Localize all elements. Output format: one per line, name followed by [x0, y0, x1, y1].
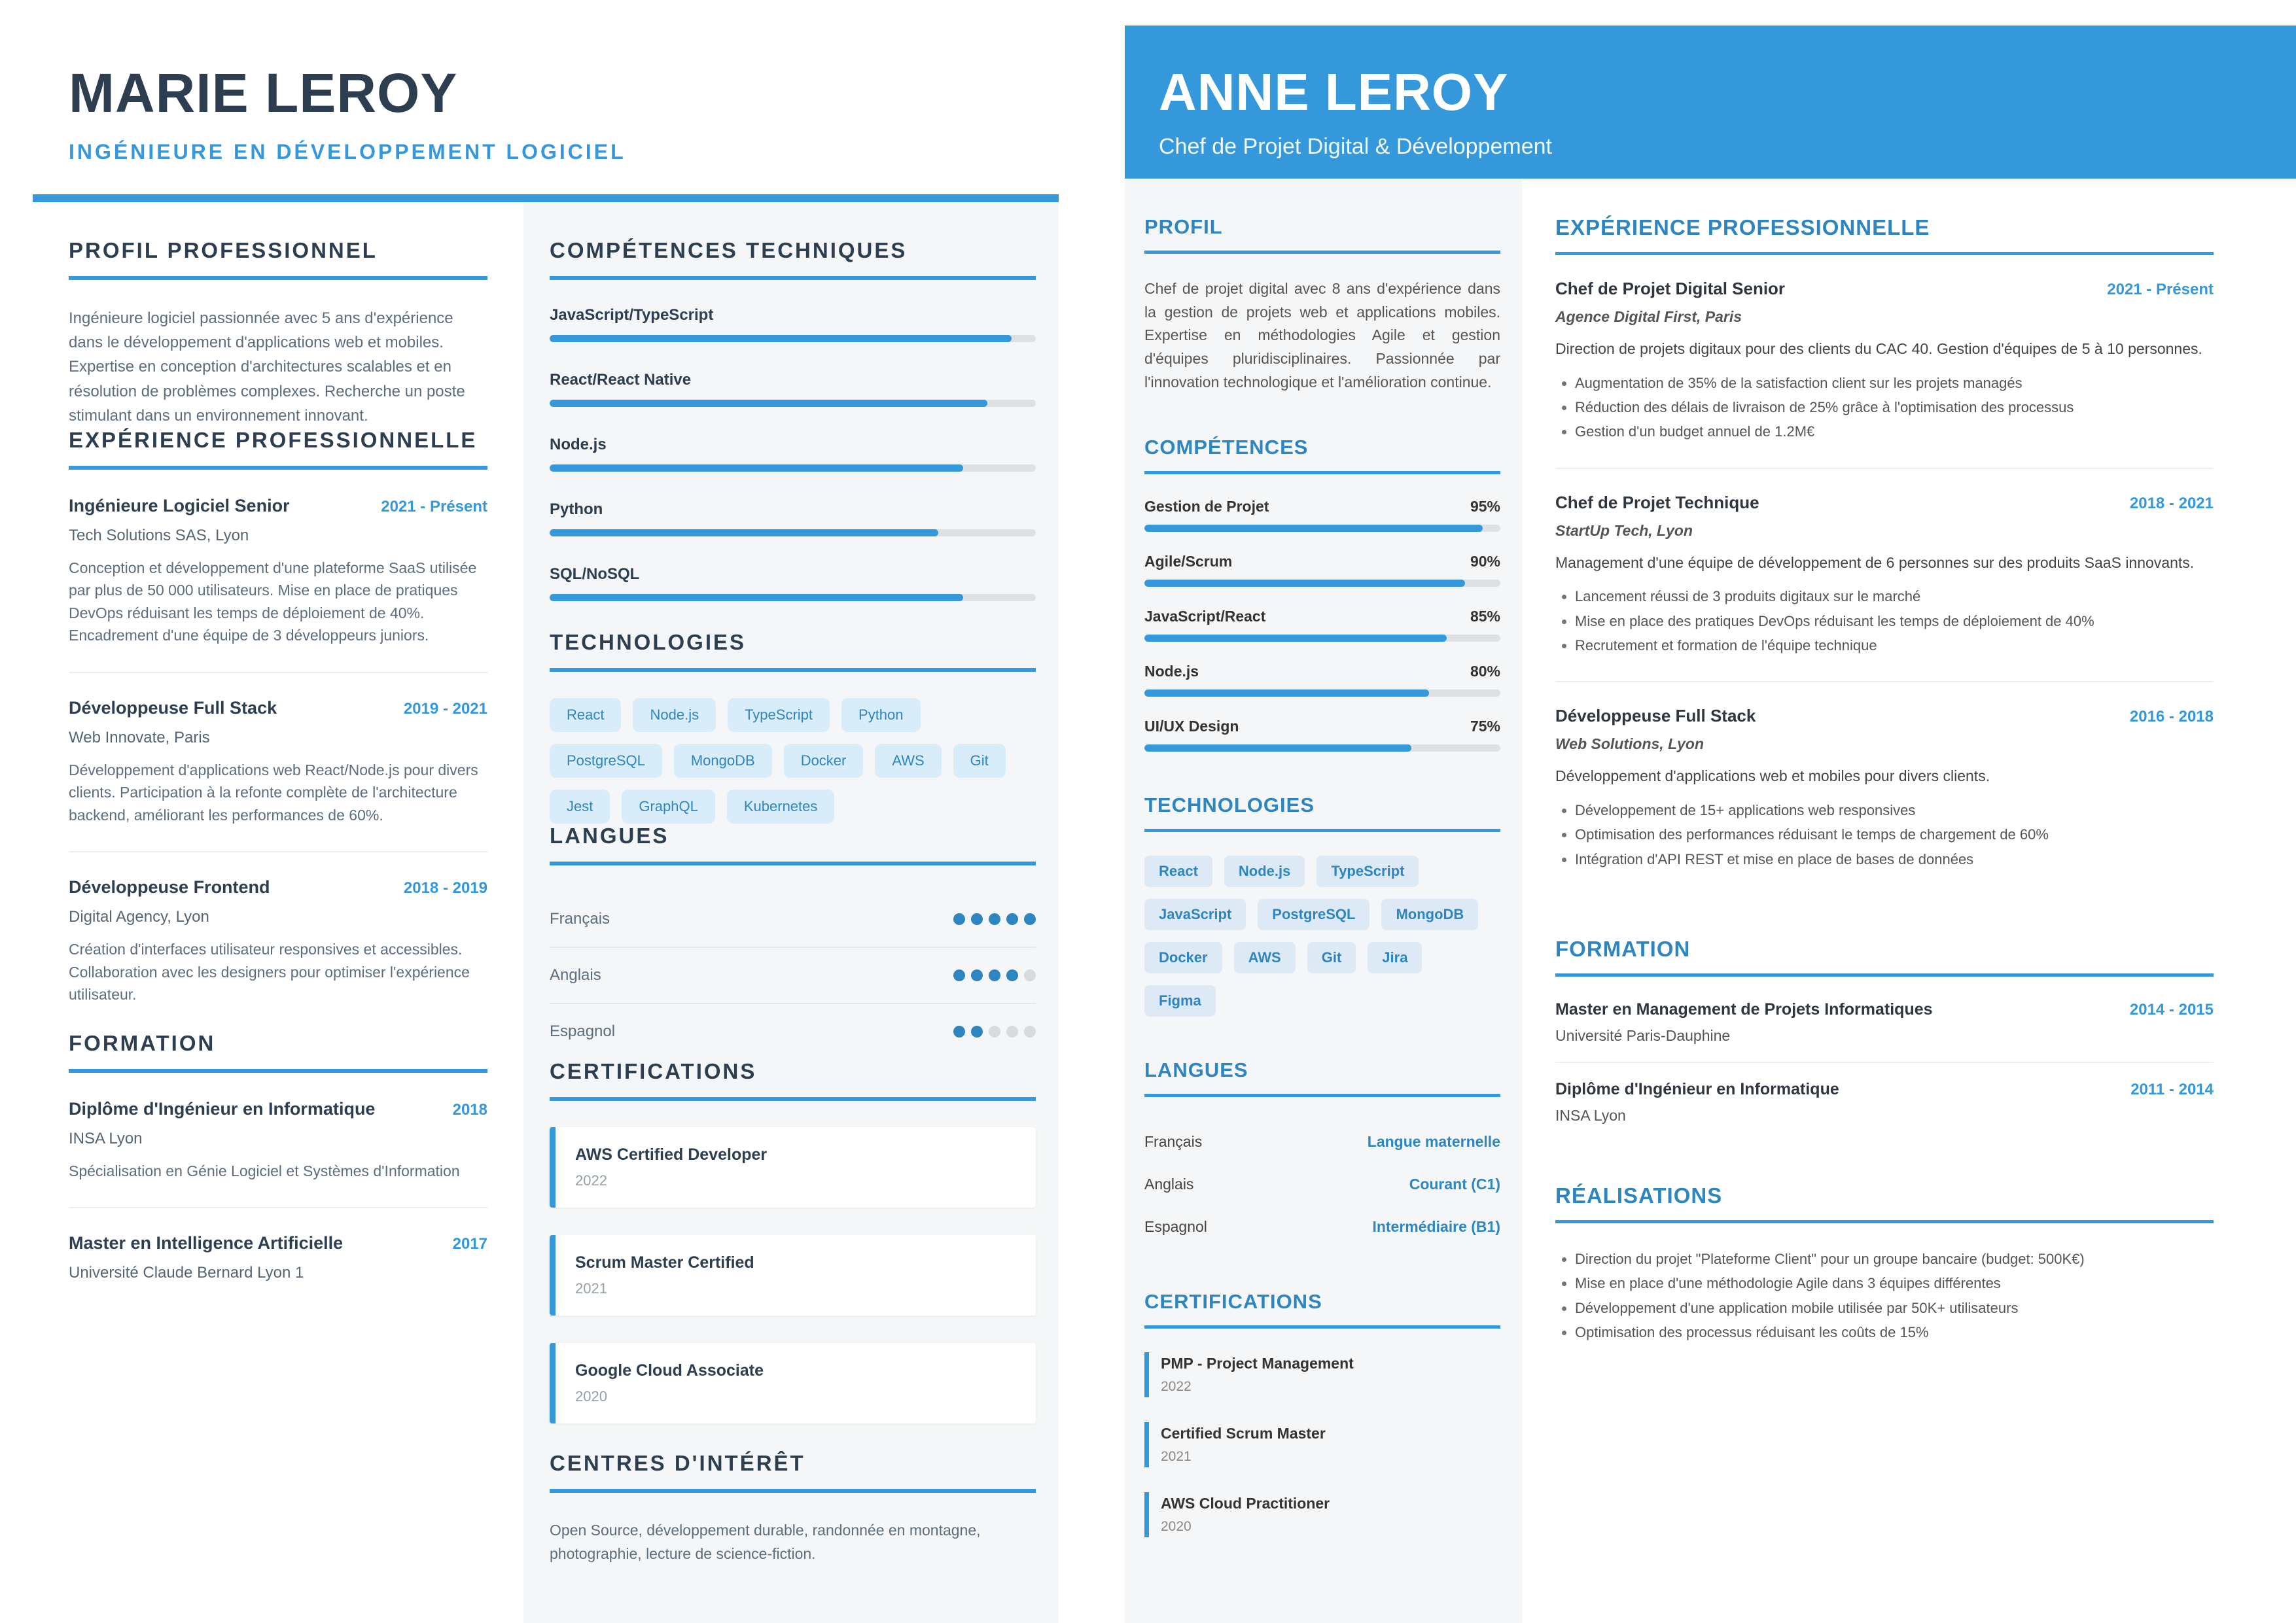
section-heading: PROFIL PROFESSIONNEL — [69, 238, 487, 280]
skill-item — [550, 371, 1036, 407]
job-description: Conception et développement d'une plateforme SaaS utilisée par plus de 50 000 utilisateurs. Mise en place de pratiques DevOps réduisant les temps de déploiement de 40%. Encadrement d'une équipe de 3 développeurs juniors. — [69, 559, 477, 644]
job-bullet: • Lancement réussi de 3 produits digitaux sur le marché — [1575, 584, 2214, 608]
section-heading: EXPÉRIENCE PROFESSIONNELLE — [1555, 215, 2214, 255]
certification-list — [550, 1127, 1036, 1423]
skill-bar-track — [1144, 580, 1500, 587]
section-heading: FORMATION — [69, 1031, 487, 1073]
section-competences-techniques — [550, 238, 1036, 601]
skill-item — [1144, 553, 1500, 587]
skill-percent: 80% — [1470, 663, 1500, 680]
language-level-dot — [989, 969, 1000, 981]
anne-sidebar — [1125, 179, 1522, 1623]
realisation-bullet: • Mise en place d'une méthodologie Agile dans 3 équipes différentes — [1575, 1271, 2214, 1295]
section-heading: TECHNOLOGIES — [550, 630, 1036, 672]
skill-bar-fill — [550, 335, 1012, 342]
technology-chip: Jest — [550, 790, 610, 824]
marie-header-rule — [33, 194, 1059, 202]
language-label: Anglais — [550, 966, 601, 984]
language-level-dot — [1006, 913, 1018, 925]
language-level-dot — [989, 1026, 1000, 1038]
job-title: Chef de Projet Technique — [1555, 492, 1759, 512]
technology-chips — [550, 698, 1036, 824]
section-profil-anne — [1144, 215, 1500, 394]
skill-item-header — [1144, 553, 1500, 570]
degree-date: 2014 - 2015 — [2129, 1001, 2214, 1019]
degree-title: Master en Intelligence Artificielle — [69, 1233, 344, 1253]
skill-item-header — [1144, 498, 1500, 515]
skill-bar-track — [1144, 689, 1500, 697]
formation-item-header — [69, 1233, 487, 1253]
job-description: Création d'interfaces utilisateur responsives et accessibles. Collaboration avec les designers pour optimiser l'expérience utilisateur. — [69, 941, 470, 1003]
technology-chip: GraphQL — [622, 790, 715, 824]
job-bullet: • Recrutement et formation de l'équipe technique — [1575, 633, 2214, 657]
experience-item — [69, 698, 487, 853]
section-profil-professionnel — [69, 238, 487, 428]
section-heading: EXPÉRIENCE PROFESSIONNELLE — [69, 428, 487, 470]
certification-year: 2021 — [1161, 1449, 1192, 1465]
skill-label: JavaScript/React — [1144, 608, 1266, 625]
section-experience-marie — [69, 428, 487, 1031]
job-date: 2018 - 2019 — [403, 879, 487, 898]
technology-chip: Git — [953, 744, 1006, 778]
degree-detail: Spécialisation en Génie Logiciel et Systèmes d'Information — [69, 1162, 460, 1179]
skill-bar-fill — [550, 594, 963, 601]
section-competences-anne — [1144, 436, 1500, 752]
language-level-dot — [1024, 969, 1036, 981]
job-title: Développeuse Full Stack — [1555, 706, 1756, 726]
skill-label: Python — [550, 500, 603, 518]
certification-card — [550, 1235, 1036, 1316]
language-level: Courant (C1) — [1409, 1176, 1500, 1193]
technology-chip: TypeScript — [728, 698, 830, 732]
language-level-dot — [1024, 913, 1036, 925]
certification-title: Google Cloud Associate — [575, 1361, 764, 1380]
formation-item-header — [69, 1099, 487, 1119]
experience-item — [69, 496, 487, 673]
skill-bar-track — [550, 594, 1036, 601]
language-level-dots — [953, 1026, 1036, 1038]
job-date: 2021 - Présent — [2107, 281, 2214, 298]
section-technologies-marie — [550, 630, 1036, 824]
certification-item — [1144, 1352, 1500, 1397]
language-item — [550, 892, 1036, 948]
degree-date: 2011 - 2014 — [2130, 1081, 2214, 1099]
language-level-dots — [953, 913, 1036, 925]
marie-main-column — [69, 202, 487, 1623]
language-level-dot — [953, 1026, 965, 1038]
language-label: Espagnol — [550, 1022, 616, 1040]
language-label: Anglais — [1144, 1176, 1194, 1193]
certification-year: 2020 — [1161, 1519, 1192, 1535]
experience-item — [69, 877, 487, 1031]
realisation-bullet: • Développement d'une application mobile utilisée par 50K+ utilisateurs — [1575, 1296, 2214, 1320]
skill-percent: 85% — [1470, 608, 1500, 625]
cv-anne-leroy — [1125, 26, 2296, 1623]
skill-label: React/React Native — [550, 371, 692, 389]
section-certifications-anne — [1144, 1290, 1500, 1537]
section-heading: CERTIFICATIONS — [1144, 1290, 1500, 1329]
job-description: Développement d'applications web React/Node.js pour divers clients. Participation à la refonte complète de l'architecture backend, améliorant les performances de 60%. — [69, 761, 478, 824]
job-bullet-list — [1555, 798, 2214, 871]
job-title: Chef de Projet Digital Senior — [1555, 279, 1786, 298]
technology-chip: AWS — [1234, 942, 1296, 973]
job-bullet: • Réduction des délais de livraison de 25% grâce à l'optimisation des processus — [1575, 395, 2214, 419]
skill-bar-fill — [550, 400, 987, 407]
job-summary: Direction de projets digitaux pour des clients du CAC 40. Gestion d'équipes de 5 à 10 personnes. — [1555, 340, 2202, 357]
language-label: Français — [1144, 1133, 1203, 1151]
language-label: Français — [550, 910, 610, 928]
certification-year: 2022 — [1161, 1379, 1192, 1395]
formation-item — [1555, 1000, 2214, 1063]
job-company: Web Innovate, Paris — [69, 728, 210, 746]
formation-list — [69, 1099, 487, 1308]
section-langues-anne — [1144, 1058, 1500, 1248]
certification-card — [550, 1343, 1036, 1423]
technology-chip: TypeScript — [1316, 856, 1419, 887]
job-title: Développeuse Full Stack — [69, 697, 277, 718]
skill-item — [1144, 608, 1500, 642]
section-heading: FORMATION — [1555, 937, 2214, 977]
school-name: INSA Lyon — [69, 1129, 143, 1147]
skill-item — [550, 306, 1036, 342]
job-company: Digital Agency, Lyon — [69, 908, 209, 926]
skill-label: UI/UX Design — [1144, 718, 1239, 735]
skill-label: JavaScript/TypeScript — [550, 306, 714, 324]
skill-item — [1144, 718, 1500, 752]
certification-title: Certified Scrum Master — [1161, 1425, 1326, 1442]
degree-title: Master en Management de Projets Informatiques — [1555, 1000, 1933, 1019]
language-label: Espagnol — [1144, 1218, 1207, 1236]
realisations-list — [1555, 1247, 2214, 1345]
job-bullet: • Augmentation de 35% de la satisfaction client sur les projets managés — [1575, 371, 2214, 395]
anne-header-banner — [1125, 26, 2296, 179]
formation-item — [1555, 1080, 2214, 1142]
anne-body — [1125, 179, 2296, 1623]
skill-item — [1144, 663, 1500, 697]
skill-bar-track — [1144, 744, 1500, 752]
school-name: Université Paris-Dauphine — [1555, 1027, 1731, 1045]
skill-bar-track — [550, 529, 1036, 536]
language-item — [1144, 1206, 1500, 1248]
realisation-bullet: • Optimisation des processus réduisant les coûts de 15% — [1575, 1320, 2214, 1344]
profil-text: Ingénieure logiciel passionnée avec 5 ans d'expérience dans le développement d'applications web et mobiles. Expertise en conception d'architectures scalables et en résolution de problèmes complexes. Recherche un poste stimulant dans un environnement innovant. — [69, 309, 465, 425]
skill-item — [550, 565, 1036, 601]
skill-bar-fill — [1144, 580, 1465, 587]
interets-text: Open Source, développement durable, randonnée en montagne, photographie, lecture de science-fiction. — [550, 1522, 981, 1562]
language-level-dots — [953, 969, 1036, 981]
technology-chip: Figma — [1144, 985, 1216, 1017]
degree-date: 2018 — [452, 1100, 487, 1119]
skill-label: SQL/NoSQL — [550, 565, 640, 583]
experience-item-header — [1555, 279, 2214, 299]
section-centres-interet — [550, 1451, 1036, 1565]
skill-item-header — [1144, 608, 1500, 625]
certification-title: Scrum Master Certified — [575, 1253, 754, 1272]
job-company: StartUp Tech, Lyon — [1555, 521, 1693, 539]
technology-chip: React — [1144, 856, 1212, 887]
section-heading: TECHNOLOGIES — [1144, 794, 1500, 832]
section-formation-marie — [69, 1031, 487, 1308]
skill-bar-fill — [550, 529, 938, 536]
section-heading: PROFIL — [1144, 215, 1500, 254]
skill-bar-fill — [550, 464, 963, 472]
marie-side-column — [523, 202, 1059, 1623]
certification-item — [1144, 1422, 1500, 1467]
skill-item — [1144, 498, 1500, 532]
skill-bar-track — [550, 464, 1036, 472]
section-heading: LANGUES — [1144, 1058, 1500, 1097]
section-heading: RÉALISATIONS — [1555, 1183, 2214, 1223]
job-title: Développeuse Frontend — [69, 877, 270, 898]
job-company: Tech Solutions SAS, Lyon — [69, 526, 249, 544]
technology-chip: Docker — [1144, 942, 1222, 973]
technology-chip: AWS — [875, 744, 941, 778]
certification-list — [1144, 1352, 1500, 1537]
formation-item — [69, 1099, 487, 1209]
section-experience-anne — [1555, 215, 2214, 895]
job-company: Agence Digital First, Paris — [1555, 308, 1742, 325]
marie-job-title: INGÉNIEURE EN DÉVELOPPEMENT LOGICIEL — [69, 140, 626, 164]
certification-title: AWS Certified Developer — [575, 1145, 768, 1164]
job-date: 2018 - 2021 — [2129, 494, 2214, 512]
language-level-dot — [971, 1026, 983, 1038]
language-level-dot — [953, 913, 965, 925]
marie-body — [0, 202, 1059, 1623]
job-summary: Management d'une équipe de développement de 6 personnes sur des produits SaaS innovants. — [1555, 553, 2195, 571]
experience-item-header — [69, 877, 487, 898]
skill-label: Node.js — [550, 436, 607, 453]
skill-bar-fill — [1144, 744, 1411, 752]
skill-label: Agile/Scrum — [1144, 553, 1233, 570]
degree-title: Diplôme d'Ingénieur en Informatique — [1555, 1080, 1839, 1099]
skill-bar-track — [550, 400, 1036, 407]
section-technologies-anne — [1144, 794, 1500, 1017]
language-level-dot — [971, 969, 983, 981]
job-bullet-list — [1555, 584, 2214, 657]
job-summary: Développement d'applications web et mobiles pour divers clients. — [1555, 767, 1990, 785]
section-formation-anne — [1555, 937, 2214, 1142]
skill-bar-track — [1144, 525, 1500, 532]
technology-chip: React — [550, 698, 621, 732]
skill-percent: 75% — [1470, 718, 1500, 735]
technology-chip: Node.js — [633, 698, 716, 732]
technology-chip: JavaScript — [1144, 899, 1246, 930]
language-level-dot — [953, 969, 965, 981]
language-level: Langue maternelle — [1367, 1133, 1500, 1151]
section-heading: COMPÉTENCES TECHNIQUES — [550, 238, 1036, 280]
formation-item — [69, 1233, 487, 1307]
technology-chip: MongoDB — [674, 744, 772, 778]
marie-name: MARIE LEROY — [69, 62, 458, 124]
job-company: Web Solutions, Lyon — [1555, 735, 1704, 753]
formation-item-header — [1555, 1000, 2214, 1019]
job-bullet: • Intégration d'API REST et mise en place de bases de données — [1575, 847, 2214, 871]
skill-item — [550, 500, 1036, 536]
skills-list — [550, 306, 1036, 601]
technology-chip: PostgreSQL — [550, 744, 662, 778]
job-date: 2021 - Présent — [381, 497, 487, 515]
school-name: Université Claude Bernard Lyon 1 — [69, 1264, 304, 1282]
skill-percent: 95% — [1470, 498, 1500, 515]
language-level: Intermédiaire (B1) — [1372, 1218, 1500, 1236]
section-certifications-marie — [550, 1059, 1036, 1423]
language-item — [550, 1004, 1036, 1059]
language-list — [1144, 1121, 1500, 1248]
skill-percent: 90% — [1470, 553, 1500, 570]
language-level-dot — [1024, 1026, 1036, 1038]
job-date: 2016 - 2018 — [2129, 708, 2214, 726]
formation-item-header — [1555, 1080, 2214, 1099]
certification-year: 2021 — [575, 1280, 607, 1297]
technology-chip: Git — [1307, 942, 1356, 973]
experience-item — [1555, 706, 2214, 895]
experience-item-header — [1555, 706, 2214, 726]
language-level-dot — [989, 913, 1000, 925]
formation-list — [1555, 1000, 2214, 1142]
skill-label: Node.js — [1144, 663, 1199, 680]
section-langues-marie — [550, 824, 1036, 1059]
technology-chip: Python — [841, 698, 921, 732]
job-date: 2019 - 2021 — [403, 699, 487, 718]
realisation-bullet: • Direction du projet "Plateforme Client" pour un groupe bancaire (budget: 500K€) — [1575, 1247, 2214, 1271]
skill-bar-fill — [1144, 525, 1483, 532]
skill-item — [550, 436, 1036, 472]
cv-marie-leroy — [0, 0, 1059, 1623]
certification-year: 2022 — [575, 1172, 607, 1189]
section-heading: COMPÉTENCES — [1144, 436, 1500, 474]
school-name: INSA Lyon — [1555, 1107, 1626, 1125]
certification-year: 2020 — [575, 1388, 607, 1405]
certification-item — [1144, 1492, 1500, 1537]
language-level-dot — [1006, 1026, 1018, 1038]
section-heading: LANGUES — [550, 824, 1036, 865]
degree-date: 2017 — [452, 1235, 487, 1253]
language-level-dot — [1006, 969, 1018, 981]
skill-bar-fill — [1144, 689, 1429, 697]
language-level-dot — [971, 913, 983, 925]
certification-title: PMP - Project Management — [1161, 1355, 1354, 1372]
profil-text: Chef de projet digital avec 8 ans d'expérience dans la gestion de projets web et applications mobiles. Expertise en méthodologies Agile et gestion d'équipes pluridisciplinaires. Passionnée par l'innovation technologique et l'amélioration continue. — [1144, 280, 1500, 391]
experience-item-header — [69, 698, 487, 718]
certification-title: AWS Cloud Practitioner — [1161, 1495, 1330, 1512]
experience-list — [69, 496, 487, 1031]
skill-bar-track — [550, 335, 1036, 342]
anne-name: ANNE LEROY — [1159, 63, 1509, 121]
job-bullet: • Gestion d'un budget annuel de 1.2M€ — [1575, 419, 2214, 444]
skill-item-header — [1144, 718, 1500, 735]
technology-chip: Node.js — [1224, 856, 1305, 887]
language-item — [550, 948, 1036, 1004]
section-heading: CENTRES D'INTÉRÊT — [550, 1451, 1036, 1493]
skill-bar-track — [1144, 635, 1500, 642]
experience-list — [1555, 279, 2214, 895]
skills-list — [1144, 498, 1500, 752]
section-heading: CERTIFICATIONS — [550, 1059, 1036, 1101]
section-realisations — [1555, 1183, 2214, 1345]
anne-main-column — [1522, 179, 2296, 1623]
experience-item — [1555, 279, 2214, 469]
degree-title: Diplôme d'Ingénieur en Informatique — [69, 1098, 376, 1119]
technology-chip: Kubernetes — [727, 790, 835, 824]
marie-header — [0, 0, 1059, 164]
language-item — [1144, 1163, 1500, 1206]
language-item — [1144, 1121, 1500, 1163]
technology-chip: Jira — [1368, 942, 1422, 973]
job-bullet-list — [1555, 371, 2214, 444]
technology-chip: PostgreSQL — [1258, 899, 1369, 930]
skill-bar-fill — [1144, 635, 1447, 642]
experience-item — [1555, 493, 2214, 683]
experience-item-header — [1555, 493, 2214, 513]
experience-item-header — [69, 496, 487, 516]
job-title: Ingénieure Logiciel Senior — [69, 495, 290, 515]
certification-card — [550, 1127, 1036, 1208]
technology-chip: MongoDB — [1381, 899, 1478, 930]
job-bullet: • Mise en place des pratiques DevOps réduisant les temps de déploiement de 40% — [1575, 609, 2214, 633]
language-list — [550, 892, 1036, 1059]
job-bullet: • Développement de 15+ applications web responsives — [1575, 798, 2214, 822]
skill-label: Gestion de Projet — [1144, 498, 1269, 515]
job-bullet: • Optimisation des performances réduisant le temps de chargement de 60% — [1575, 822, 2214, 846]
skill-item-header — [1144, 663, 1500, 680]
technology-chips — [1144, 856, 1500, 1017]
anne-job-title: Chef de Projet Digital & Développement — [1159, 134, 1552, 159]
technology-chip: Docker — [784, 744, 864, 778]
